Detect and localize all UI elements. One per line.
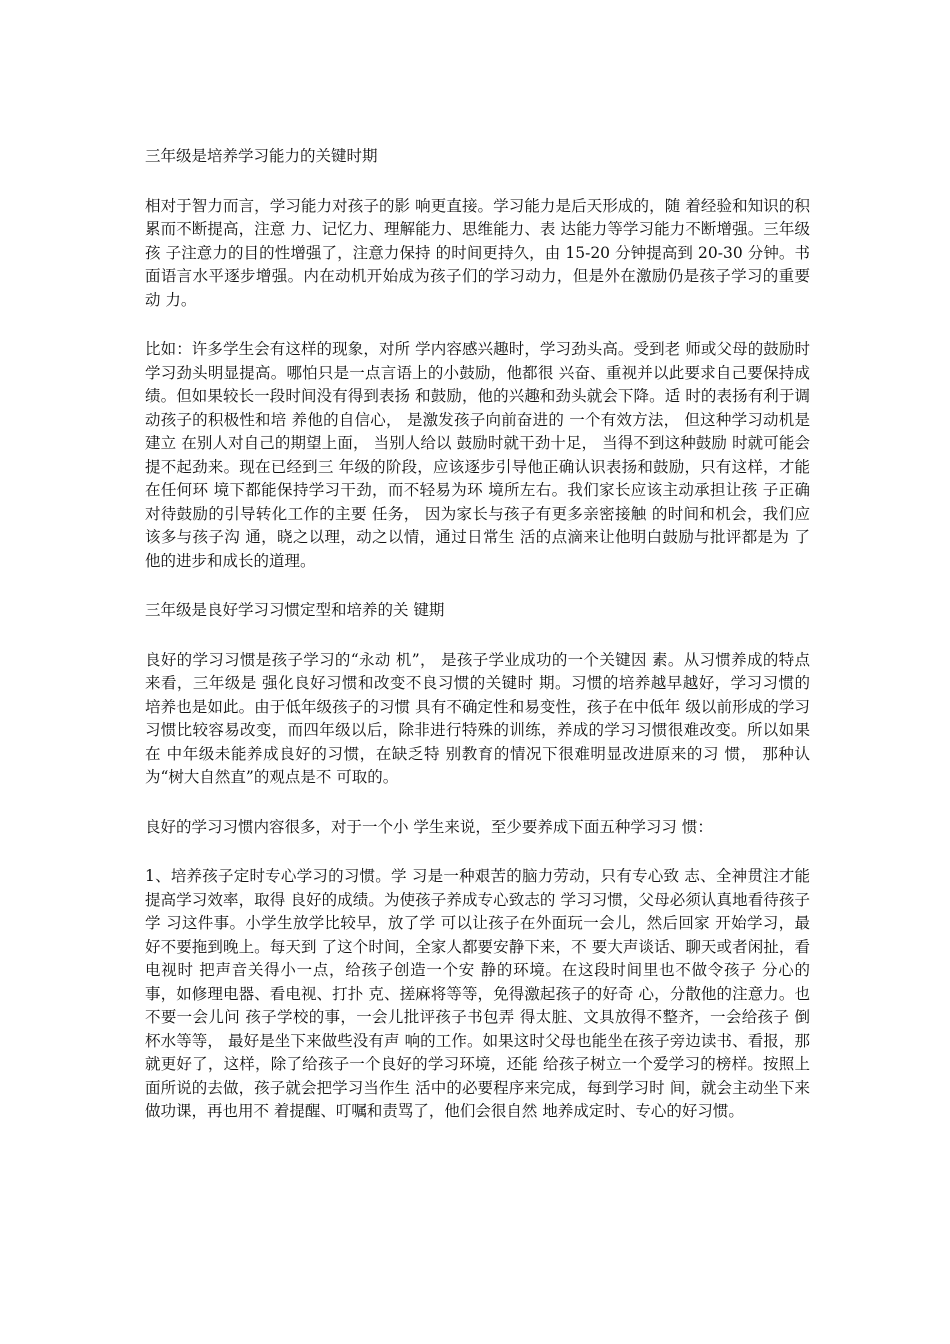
paragraph-learning-ability: 相对于智力而言，学习能力对孩子的影 响更直接。学习能力是后天形成的，随 着经验和知识的积累而不断提高，注意 力、记忆力、理解能力、思维能力、表 达能力等学习能力不断增强。三年级孩 子注意力的目的性增强了，注意力保持 的时间更持久，由 15-20 分钟提高到 20-30 分钟。书面语言水平逐步增强。内在动机开始成为孩子们的学习动力，但是外在激励仍是孩子学习的重要动 力。 [145,196,810,309]
document-page [145,145,810,1124]
spacer [145,312,810,338]
section-heading-study-habits: 三年级是良好学习习惯定型和培养的关 键期 [145,601,445,619]
paragraph-habits-importance: 良好的学习习惯是孩子学习的“永动 机”， 是孩子学业成功的一个关键因 素。从习惯养成的特点来看，三年级是 强化良好习惯和改变不良习惯的关键时 期。习惯的培养越早越好，学习习惯的 培养也是如此。由于低年级孩子的习惯 具有不确定性和易变性，孩子在中低年 级以前形成的学习习惯比较容易改变，而四年级以后，除非进行特殊的训练，养成的学习习惯很难改变。所以如果在 中年级未能养成良好的习惯，在缺乏特 别教育的情况下很难明显改进原来的习 惯， 那种认为“树大自然直”的观点是不 可取的。 [145,650,810,786]
spacer [145,839,810,865]
paragraph-five-habits-intro: 良好的学习习惯内容很多，对于一个小 学生来说，至少要养成下面五种学习习 惯： [145,817,713,836]
spacer [145,790,810,816]
section-heading-learning-ability: 三年级是培养学习能力的关键时期 [145,147,378,165]
spacer [145,623,810,649]
paragraph-encouragement: 比如：许多学生会有这样的现象，对所 学内容感兴趣时，学习劲头高。受到老 师或父母的鼓励时学习劲头明显提高。哪怕只是一点言语上的小鼓励，他都很 兴奋、重视并以此要求自己要保持成 绩。但如果较长一段时间没有得到表扬 和鼓励，他的兴趣和劲头就会下降。适 时的表扬有利于调动孩子的积极性和培 养他的自信心， 是激发孩子向前奋进的 一个有效方法， 但这种学习动机是建立 在别人对自己的期望上面， 当别人给以 鼓励时就干劲十足， 当得不到这种鼓励 时就可能会提不起劲来。现在已经到三 年级的阶段，应该逐步引导他正确认识表扬和鼓励，只有这样，才能在任何环 境下都能保持学习干劲，而不轻易为环 境所左右。我们家长应该主动承担让孩 子正确对待鼓励的引导转化工作的主要 任务， 因为家长与孩子有更多亲密接触 的时间和机会，我们应该多与孩子沟 通，晓之以理，动之以情，通过日常生 活的点滴来让他明白鼓励与批评都是为 了他的进步和成长的道理。 [145,340,810,570]
spacer [145,169,810,195]
spacer [145,573,810,599]
paragraph-habit-1-focus: 1、培养孩子定时专心学习的习惯。学 习是一种艰苦的脑力劳动，只有专心致 志、全神贯注才能提高学习效率，取得 良好的成绩。为使孩子养成专心致志的 学习习惯，父母必须认真地看待孩子学 习这件事。小学生放学比较早，放了学 可以让孩子在外面玩一会儿，然后回家 开始学习，最好不要拖到晚上。每天到 了这个时间，全家人都要安静下来，不 要大声谈话、聊天或者闲扯，看电视时 把声音关得小一点，给孩子创造一个安 静的环境。在这段时间里也不做令孩子 分心的事，如修理电器、看电视、打扑 克、搓麻将等等，免得激起孩子的好奇 心，分散他的注意力。也不要一会儿问 孩子学校的事，一会儿批评孩子书包弄 得太脏、文具放得不整齐，一会给孩子 倒杯水等等， 最好是坐下来做些没有声 响的工作。如果这时父母也能坐在孩子旁边读书、看报，那就更好了，这样，除了给孩子一个良好的学习环境，还能 给孩子树立一个爱学习的榜样。按照上 面所说的去做，孩子就会把学习当作生 活中的必要程序来完成，每到学习时 间，就会主动坐下来做功课，再也用不 着提醒、叮嘱和责骂了，他们会很自然 地养成定时、专心的好习惯。 [145,867,810,1120]
